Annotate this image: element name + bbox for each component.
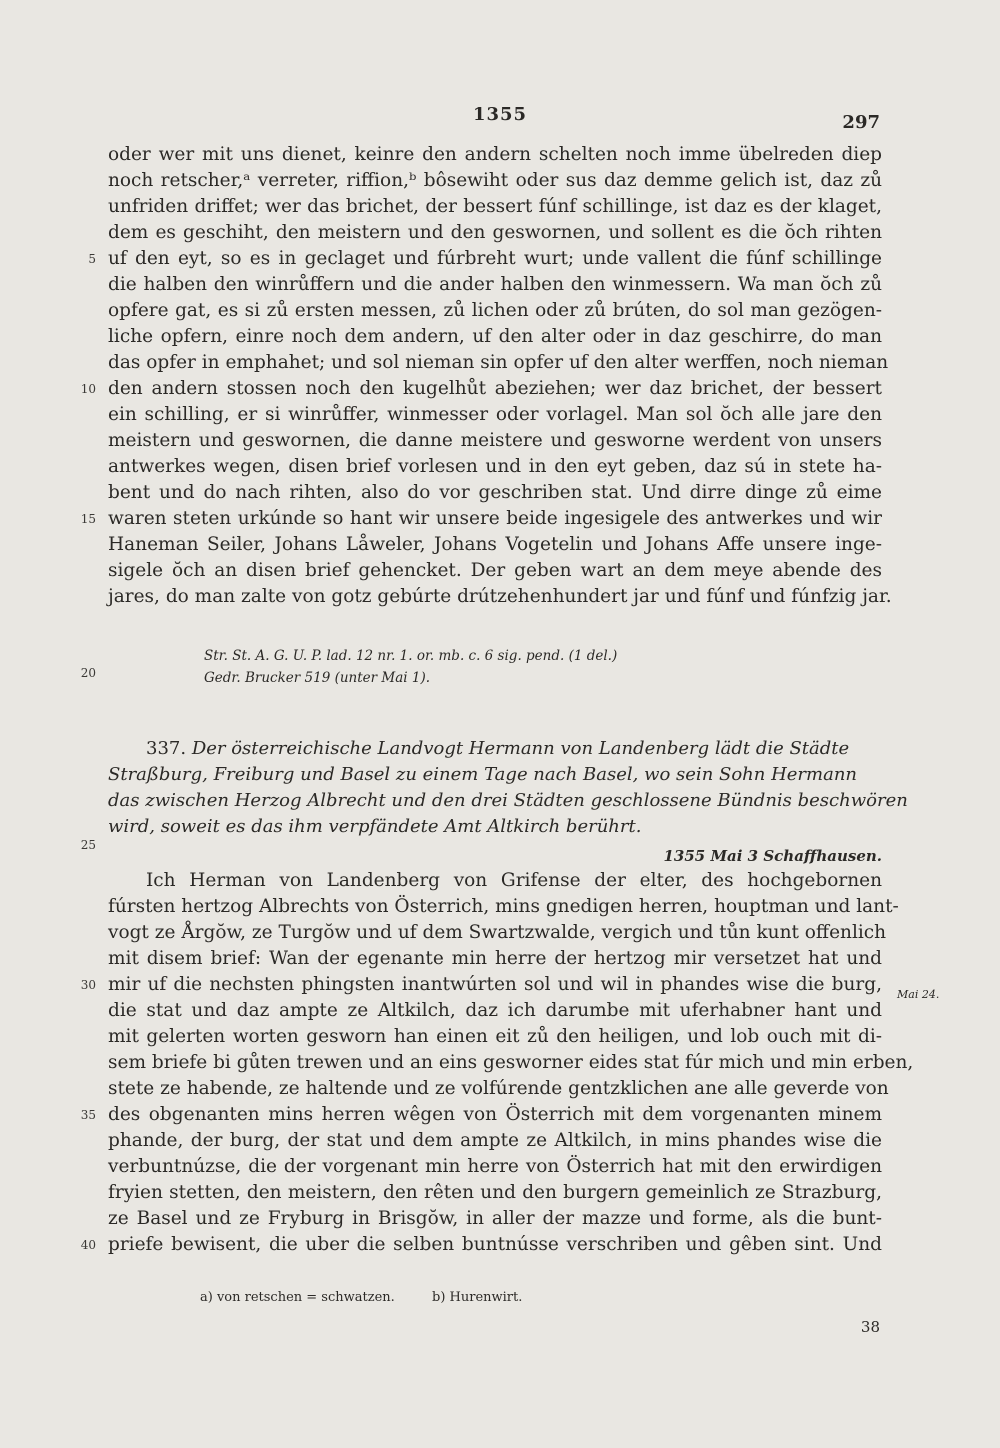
text-line: opfere gat, es si zů ersten messen, zů lichen oder zů brúten, do sol man gezögen- — [108, 300, 882, 321]
footnote-a: a) von retschen = schwatzen. — [200, 1290, 395, 1305]
margin-date-note: Mai 24. — [897, 988, 940, 1001]
line-number: 20 — [80, 666, 96, 680]
text-line: das opfer in emphahet; und sol nieman sin opfer uf den alter werffen, noch nieman — [108, 352, 889, 373]
regest-title-line: wird, soweit es das ihm verpfändete Amt Altkirch berührt. — [108, 816, 642, 837]
line-number: 35 — [80, 1108, 96, 1122]
regest-title-line: Der österreichische Landvogt Hermann von Landenberg lädt die Städte — [191, 738, 850, 759]
text-line: priefe bewisent, die uber die selben buntnússe verschriben und gêben sint. Und — [108, 1234, 882, 1255]
text-line: den andern stossen noch den kugelhůt abeziehen; wer daz brichet, der bessert — [108, 378, 882, 399]
text-line: bent und do nach rihten, also do vor geschriben stat. Und dirre dinge zů eime — [108, 482, 882, 503]
text-line: Haneman Seiler, Johans Låweler, Johans Vogetelin und Johans Affe unsere inge- — [108, 534, 882, 555]
regest-title-line: Straßburg, Freiburg und Basel zu einem Tage nach Basel, wo sein Sohn Hermann — [108, 764, 858, 785]
footnote-b: b) Hurenwirt. — [432, 1290, 523, 1305]
text-line: Ich Herman von Landenberg von Grifense der elter, des hochgebornen — [146, 870, 882, 891]
regest-date-place: 1355 Mai 3 Schaffhausen. — [663, 847, 882, 865]
text-line: liche opfern, einre noch dem andern, uf den alter oder in daz geschirre, do man — [108, 326, 882, 347]
text-line: noch retscher,ᵃ verreter, riffion,ᵇ bôsewiht oder sus daz demme gelich ist, daz zů — [108, 170, 882, 191]
text-line: verbuntnúzse, die der vorgenant min herre von Österrich hat mit den erwirdigen — [108, 1156, 882, 1177]
text-line: waren steten urkúnde so hant wir unsere beide ingesigele des antwerkes und wir — [108, 508, 882, 529]
line-number: 10 — [80, 382, 96, 396]
text-line: die stat und daz ampte ze Altkilch, daz ich darumbe mit uferhabner hant und — [108, 1000, 882, 1021]
line-number: 15 — [80, 512, 96, 526]
text-line: des obgenanten mins herren wêgen von Österrich mit dem vorgenanten minem — [108, 1104, 882, 1125]
regest-title-line: das zwischen Herzog Albrecht und den drei Städten geschlossene Bündnis beschwören — [108, 790, 908, 811]
signature-mark: 38 — [860, 1318, 880, 1336]
print-citation: Gedr. Brucker 519 (unter Mai 1). — [204, 670, 431, 686]
text-line: oder wer mit uns dienet, keinre den andern schelten noch imme übelreden diep — [108, 144, 882, 165]
text-line: ze Basel und ze Fryburg in Brisgŏw, in aller der mazze und forme, als die bunt- — [108, 1208, 882, 1229]
text-line: unfriden driffet; wer das brichet, der bessert fúnf schillinge, ist daz es der klaget, — [108, 196, 882, 217]
text-line: dem es geschiht, den meistern und den geswornen, und sollent es die ŏch rihten — [108, 222, 882, 243]
line-number: 40 — [80, 1238, 96, 1252]
regest-heading-line — [146, 738, 849, 759]
text-line: phande, der burg, der stat und dem ampte ze Altkilch, in mins phandes wise die — [108, 1130, 882, 1151]
text-line: fryien stetten, den meistern, den rêten und den burgern gemeinlich ze Strazburg, — [108, 1182, 882, 1203]
running-head-year: 1355 — [472, 104, 528, 125]
regest-number: 337. — [146, 738, 187, 759]
text-line: sigele ŏch an disen brief gehencket. Der geben wart an dem meye abende des — [108, 560, 882, 581]
text-line: stete ze habende, ze haltende und ze volfúrende gentzklichen ane alle geverde von — [108, 1078, 889, 1099]
text-line: die halben den winrůffern und die ander halben den winmessern. Wa man ŏch zů — [108, 274, 882, 295]
page-number: 297 — [842, 112, 880, 133]
text-line: ein schilling, er si winrůffer, winmesser oder vorlagel. Man sol ŏch alle jare den — [108, 404, 882, 425]
line-number: 5 — [88, 252, 96, 266]
text-line: fúrsten hertzog Albrechts von Österrich, mins gnedigen herren, houptman und lant- — [108, 896, 899, 917]
line-number: 30 — [80, 978, 96, 992]
text-line: jares, do man zalte von gotz gebúrte drútzehenhundert jar und fúnf und fúnfzig jar. — [108, 586, 892, 607]
text-line: vogt ze Årgŏw, ze Turgŏw und uf dem Swartzwalde, vergich und tůn kunt offenlich — [108, 922, 887, 943]
text-line: mir uf die nechsten phingsten inantwúrten sol und wil in phandes wise die burg, — [108, 974, 882, 995]
text-line: mit disem brief: Wan der egenante min herre der hertzog mir versetzet hat und — [108, 948, 882, 969]
text-line: meistern und geswornen, die danne meistere und gesworne werdent von unsers — [108, 430, 882, 451]
text-line: sem briefe bi gůten trewen und an eins gesworner eides stat fúr mich und min erben, — [108, 1052, 914, 1073]
source-citation: Str. St. A. G. U. P. lad. 12 nr. 1. or. mb. c. 6 sig. pend. (1 del.) — [204, 648, 618, 664]
text-line: mit gelerten worten gesworn han einen eit zů den heiligen, und lob ouch mit di- — [108, 1026, 882, 1047]
text-line: uf den eyt, so es in geclaget und fúrbreht wurt; unde vallent die fúnf schillinge — [108, 248, 882, 269]
text-line: antwerkes wegen, disen brief vorlesen und in den eyt geben, daz sú in stete ha- — [108, 456, 882, 477]
line-number: 25 — [80, 838, 96, 852]
